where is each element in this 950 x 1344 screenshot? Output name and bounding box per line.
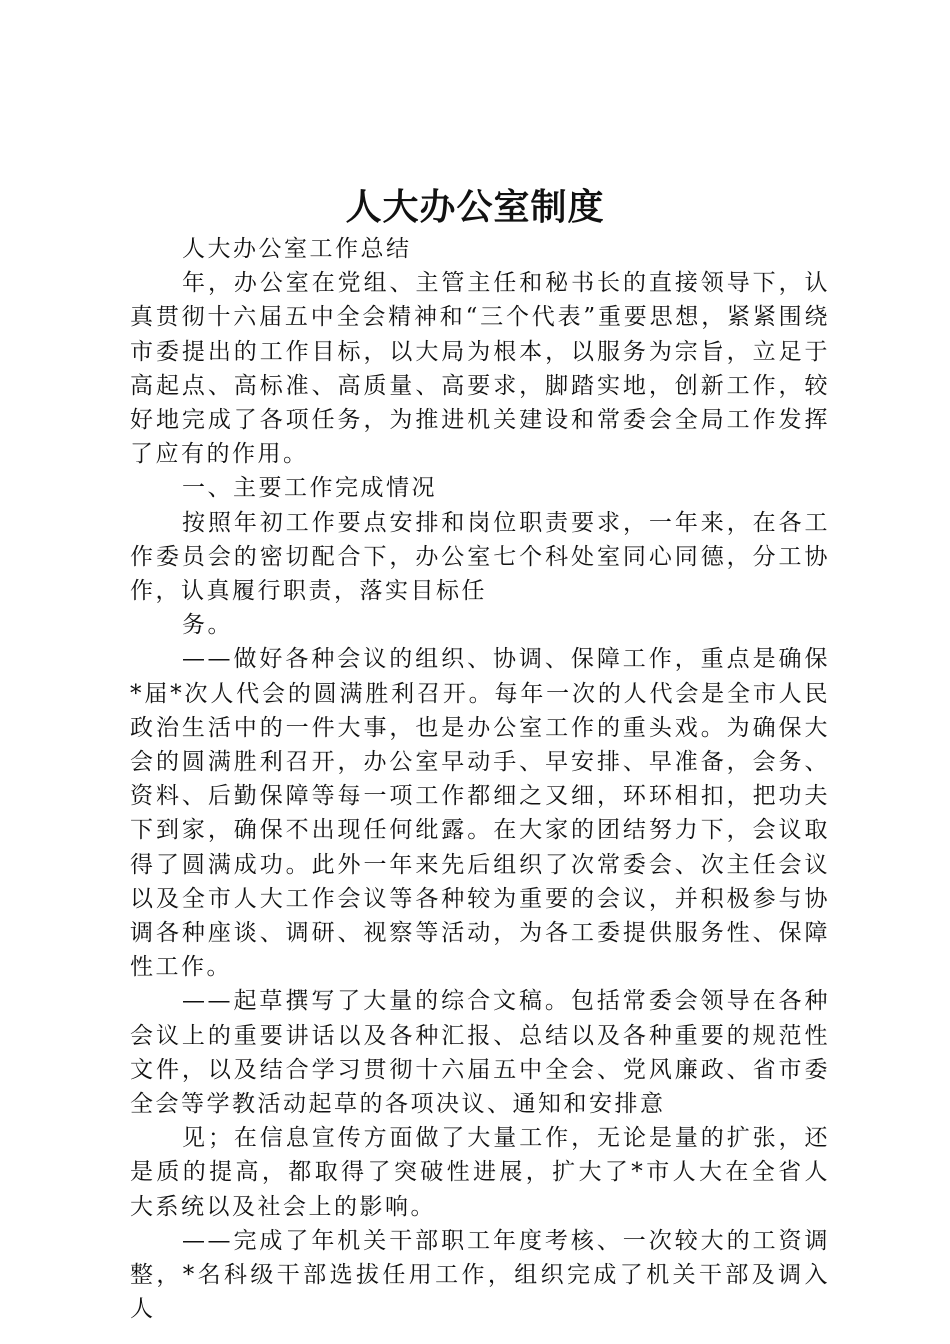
document-body <box>130 232 830 1327</box>
paragraph-intro: 年，办公室在党组、主管主任和秘书长的直接领导下，认真贯彻十六届五中全会精神和“三个代表”重要思想，紧紧围绕市委提出的工作目标，以大局为根本，以服务为宗旨，立足于高起点、高标准、高质量、高要求，脚踏实地，创新工作，较好地完成了各项任务，为推进机关建设和常委会全局工作发挥了应有的作用。 <box>130 270 830 468</box>
paragraph: ——起草撰写了大量的综合文稿。包括常委会领导在各种会议上的重要讲话以及各种汇报、总结以及各种重要的规范性文件，以及结合学习贯彻十六届五中全会、党风廉政、省市委全会等学教活动起草的各项决议、通知和安排意 <box>130 988 830 1118</box>
section-heading: 一、主要工作完成情况 <box>182 475 437 502</box>
paragraph: 按照年初工作要点安排和岗位职责要求，一年来，在各工作委员会的密切配合下，办公室七个科处室同心同德，分工协作，认真履行职责，落实目标任 <box>130 509 830 605</box>
paragraph-subtitle: 人大办公室工作总结 <box>182 236 412 262</box>
paragraph: ——做好各种会议的组织、协调、保障工作，重点是确保*届*次人代会的圆满胜利召开。每年一次的人代会是全市人民政治生活中的一件大事，也是办公室工作的重头戏。为确保大会的圆满胜利召开，办公室早动手、早安排、早准备，会务、资料、后勤保障等每一项工作都细之又细，环环相扣，把功夫下到家，确保不出现任何纰露。在大家的团结努力下，会议取得了圆满成功。此外一年来先后组织了次常委会、次主任会议以及全市人大工作会议等各种较为重要的会议，并积极参与协调各种座谈、调研、视察等活动，为各工委提供服务性、保障性工作。 <box>130 646 830 981</box>
paragraph: ——完成了年机关干部职工年度考核、一次较大的工资调整，*名科级干部选拔任用工作，组织完成了机关干部及调入人 <box>130 1227 830 1323</box>
paragraph: 务。 <box>182 612 233 639</box>
paragraph: 见；在信息宣传方面做了大量工作，无论是量的扩张，还是质的提高，都取得了突破性进展，扩大了*市人大在全省人大系统以及社会上的影响。 <box>130 1125 830 1220</box>
document-title: 人大办公室制度 <box>345 187 605 228</box>
